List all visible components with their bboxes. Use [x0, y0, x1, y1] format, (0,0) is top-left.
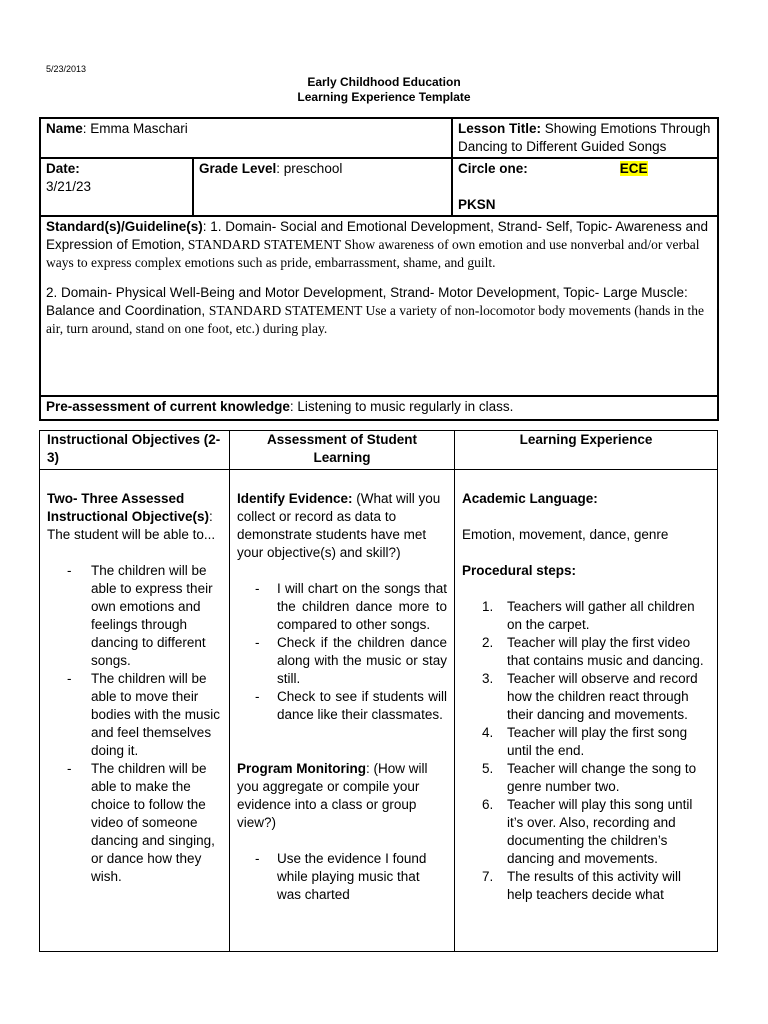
- name-cell: [40, 118, 452, 158]
- standard-1-domain: : 1. Domain- Social and Emotional Development, Strand- Self, Topic- Awareness and Expression of Emotion: [46, 219, 709, 252]
- step-item: [462, 760, 710, 796]
- step-number: 5.: [482, 761, 494, 776]
- circle-option-ece: ECE: [619, 161, 648, 176]
- header-assessment: Assessment of Student Learning: [230, 431, 455, 470]
- procedural-steps-list: [462, 598, 710, 904]
- evidence-item: - Check if the children dance along with the music or stay still.: [237, 634, 447, 688]
- step-number: 4.: [482, 725, 494, 740]
- grade-level-label: Grade Level: [199, 161, 277, 176]
- objective-item: - The children will be able to make the choice to follow the video of someone dancing and singing, or dance how they wish.: [47, 760, 222, 886]
- step-number: 3.: [482, 671, 494, 686]
- document-title: Early Childhood Education: [307, 75, 461, 89]
- date-label: Date:: [46, 161, 80, 176]
- step-number: 2.: [482, 635, 494, 650]
- document-subtitle: Learning Experience Template: [297, 90, 471, 104]
- objectives-list: [47, 562, 222, 886]
- plan-body-row: [40, 470, 718, 952]
- objective-item: - The children will be able to move their bodies with the music and feel themselves doing it.: [47, 670, 222, 760]
- document-date: 5/23/2013: [46, 64, 87, 74]
- date-grade-row: [40, 158, 718, 216]
- procedural-steps-label: Procedural steps:: [462, 563, 577, 578]
- step-text: Teachers will gather all children on the carpet.: [507, 599, 695, 632]
- step-text: Teacher will play the first song until the end.: [507, 725, 688, 758]
- monitoring-item: - Use the evidence I found while playing music that was charted: [237, 850, 447, 904]
- lesson-title-label: Lesson Title:: [458, 121, 542, 136]
- name-value: : Emma Maschari: [82, 121, 188, 136]
- header-objectives: Instructional Objectives (2-3): [40, 431, 230, 470]
- circle-option-pksn: PKSN: [458, 197, 496, 212]
- step-text: Teacher will observe and record how the children react through their dancing and movements.: [507, 671, 698, 722]
- circle-one-label: Circle one:: [458, 161, 528, 176]
- step-number: 7.: [482, 869, 494, 884]
- objectives-intro: : The student will be able to...: [47, 509, 216, 542]
- grade-level-cell: [193, 158, 452, 216]
- step-text: The results of this activity will help teachers decide what: [507, 869, 682, 902]
- standard-2-domain: 2. Domain- Physical Well-Being and Motor Development, Strand- Motor Development, Topic- Large Muscle: Balance and Coordination,: [46, 285, 688, 318]
- preassessment-cell: [40, 396, 718, 420]
- step-text: Teacher will play this song until it’s over. Also, recording and documenting the children’s dancing and movements.: [507, 797, 693, 866]
- learning-experience-cell: [455, 470, 718, 952]
- evidence-label: Identify Evidence:: [237, 491, 353, 506]
- step-item: [462, 796, 710, 868]
- lesson-info-table: [39, 117, 719, 421]
- objectives-label: Two- Three Assessed Instructional Objective(s): [47, 491, 210, 524]
- monitoring-list: [237, 850, 447, 904]
- academic-language-value: Emotion, movement, dance, genre: [462, 527, 669, 542]
- preassessment-row: [40, 396, 718, 420]
- standard-2-statement: STANDARD STATEMENT Use a variety of non-locomotor body movements (hands in the air, turn around, stand on one foot, etc.) during play.: [46, 303, 705, 336]
- preassessment-value: : Listening to music regularly in class.: [289, 399, 514, 414]
- grade-level-value: : preschool: [276, 161, 343, 176]
- assessment-cell: [230, 470, 455, 952]
- header-learning-experience: Learning Experience: [455, 431, 718, 470]
- step-item: [462, 868, 710, 904]
- step-text: Teacher will play the first video that contains music and dancing.: [507, 635, 704, 668]
- step-item: [462, 724, 710, 760]
- standards-row: [40, 216, 718, 396]
- step-item: [462, 598, 710, 634]
- plan-header-row: [40, 431, 718, 470]
- date-value: 3/21/23: [46, 179, 92, 194]
- standards-label: Standard(s)/Guideline(s): [46, 219, 203, 234]
- objectives-cell: [40, 470, 230, 952]
- date-cell: [40, 158, 193, 216]
- lesson-title-value: Showing Emotions Through Dancing to Different Guided Songs: [458, 121, 711, 154]
- standard-1-statement: , STANDARD STATEMENT Show awareness of own emotion and use nonverbal and/or verbal ways to express complex emotions such as pride, embarrassment, shame, and guilt.: [46, 237, 700, 270]
- objective-item: - The children will be able to express their own emotions and feelings through dancing to different songs.: [47, 562, 222, 670]
- evidence-prompt: (What will you collect or record as data to demonstrate students have met your objective(s) and skill?): [237, 491, 441, 560]
- standards-cell: [40, 216, 718, 396]
- step-number: 1.: [482, 599, 494, 614]
- preassessment-label: Pre-assessment of current knowledge: [46, 399, 290, 414]
- step-item: [462, 634, 710, 670]
- name-row: [40, 118, 718, 158]
- monitoring-prompt: : (How will you aggregate or compile your evidence into a class or group view?): [237, 761, 428, 830]
- circle-one-cell: [452, 158, 718, 216]
- step-text: Teacher will change the song to genre number two.: [507, 761, 697, 794]
- evidence-list: [237, 580, 447, 724]
- monitoring-label: Program Monitoring: [237, 761, 366, 776]
- academic-language-label: Academic Language:: [462, 491, 598, 506]
- lesson-plan-table: [39, 430, 718, 952]
- evidence-item: - I will chart on the songs that the children dance more to compared to other songs.: [237, 580, 447, 634]
- step-item: [462, 670, 710, 724]
- name-label: Name: [46, 121, 83, 136]
- step-number: 6.: [482, 797, 494, 812]
- evidence-item: - Check to see if students will dance like their classmates.: [237, 688, 447, 724]
- lesson-title-cell: [452, 118, 718, 158]
